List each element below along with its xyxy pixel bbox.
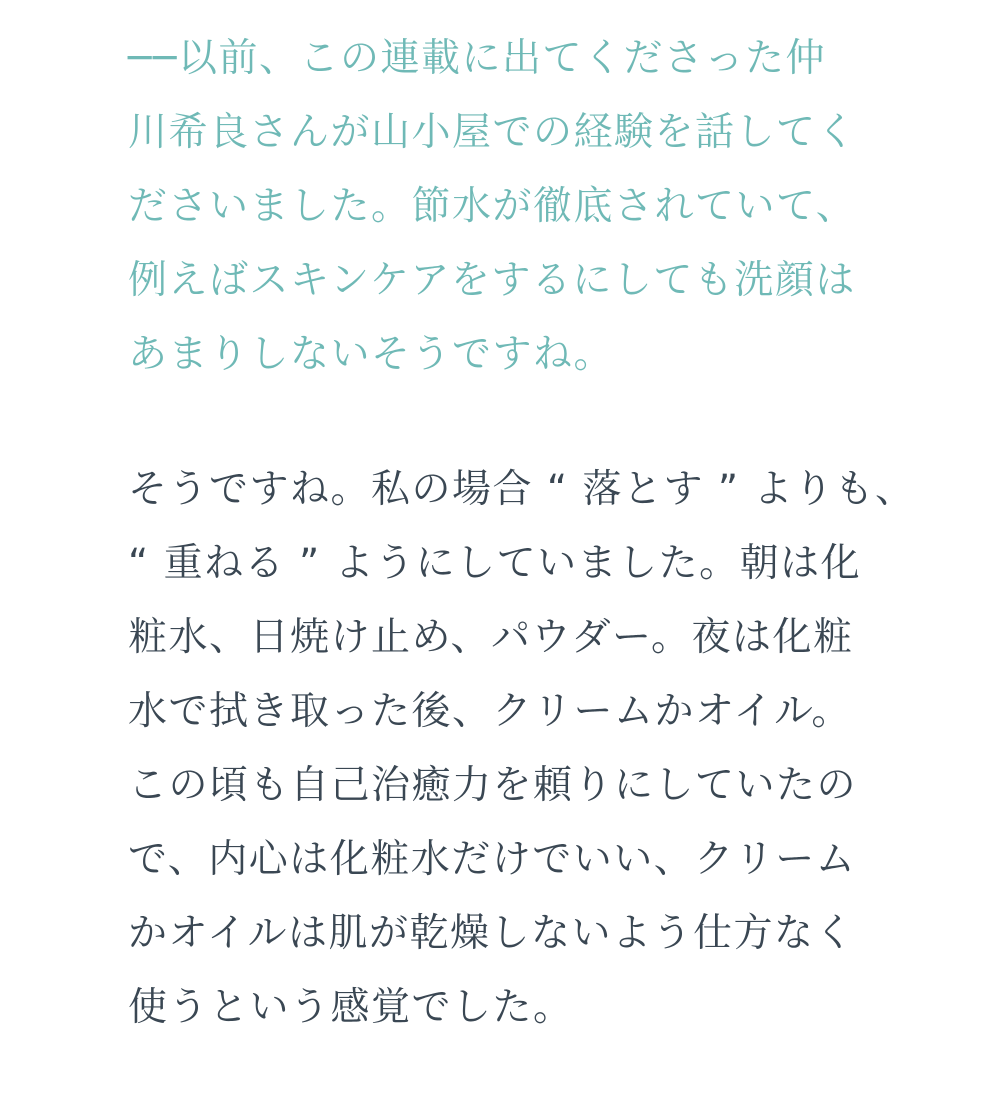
answer-line: で、内心は化粧水だけでいい、クリーム [128, 837, 857, 882]
question-line: 例えばスキンケアをするにしても洗顔は [128, 258, 856, 303]
answer-line: 使うという感覚でした。 [128, 985, 574, 1030]
interview-article [128, 22, 916, 1045]
answer-line: この頃も自己治癒力を頼りにしていたの [128, 763, 858, 808]
answer-line: 粧水、日焼け止め、パウダー。夜は化粧 [128, 615, 854, 660]
question-line: ださいました。節水が徹底されていて、 [128, 184, 857, 229]
interviewee-answer [128, 453, 916, 1045]
question-line: ──以前、この連載に出てくださった仲 [128, 36, 826, 81]
answer-line: “ 重ねる ” ようにしていました。朝は化 [128, 541, 862, 586]
answer-line: そうですね。私の場合 “ 落とす ” よりも、 [128, 467, 916, 512]
interviewer-question [128, 22, 873, 392]
answer-line: 水で拭き取った後、クリームかオイル。 [128, 689, 852, 734]
answer-line: かオイルは肌が乾燥しないよう仕方なく [128, 911, 856, 956]
question-line: 川希良さんが山小屋での経験を話してく [128, 110, 858, 155]
question-line: あまりしないそうですね。 [128, 332, 615, 377]
